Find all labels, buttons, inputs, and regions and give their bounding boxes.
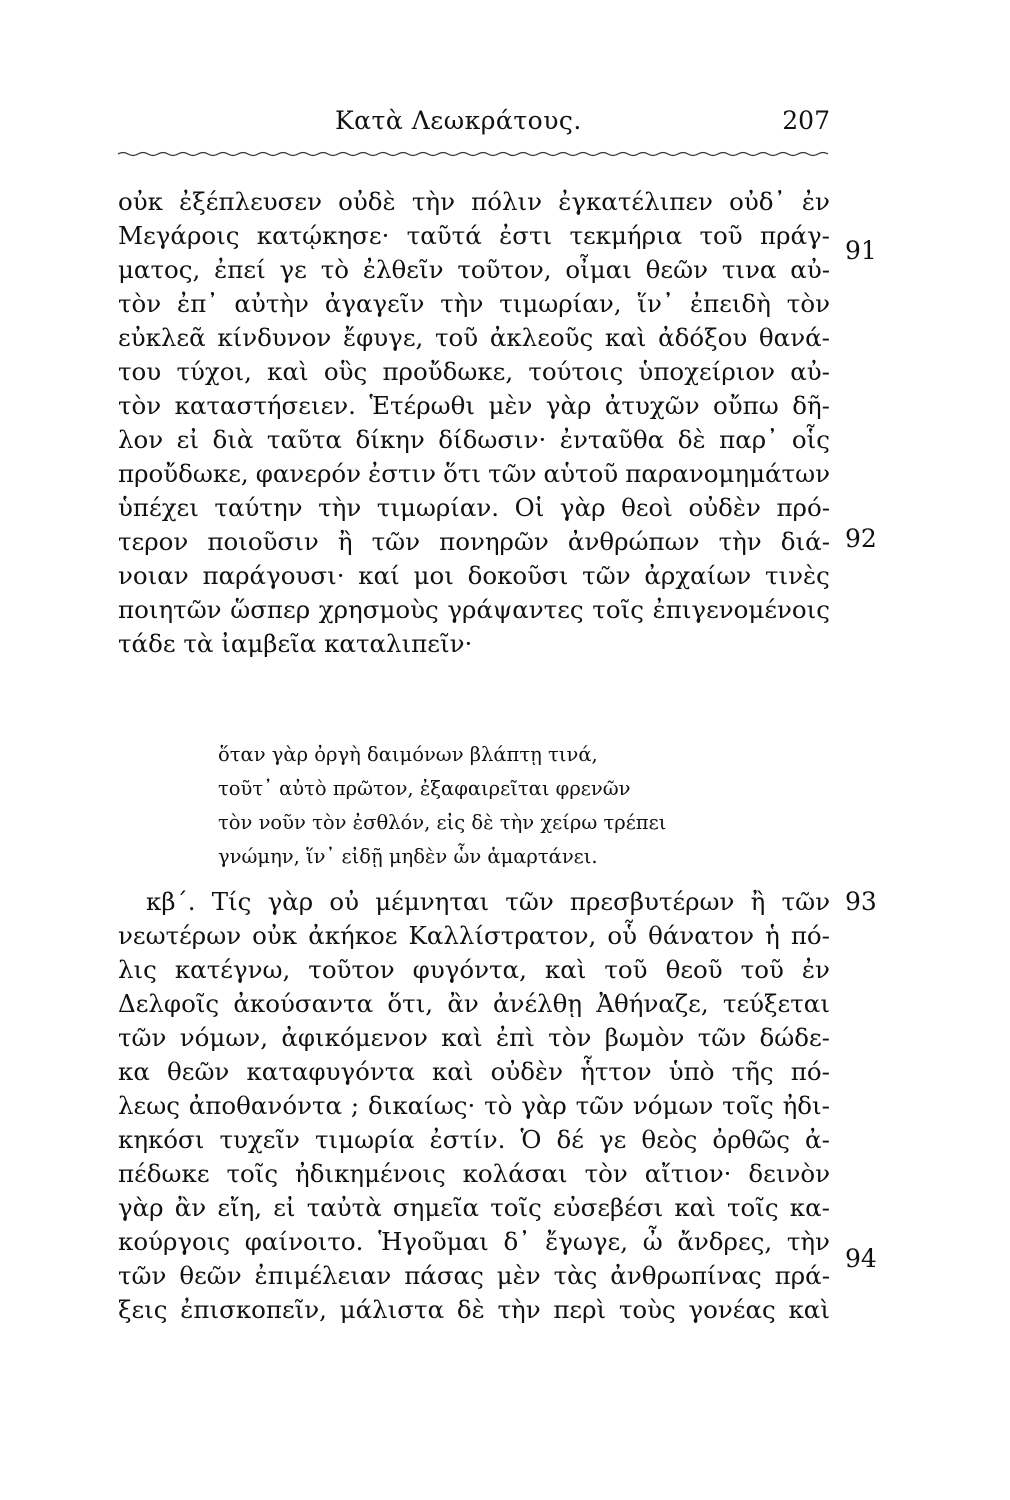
text-line: ὑπέχει ταύτην τὴν τιμωρίαν. Οἱ γὰρ θεοὶ οὐδὲν πρό- xyxy=(118,493,830,522)
verse-line: τὸν νοῦν τὸν ἐσθλόν, εἰς δὲ τὴν χείρω τρέπει xyxy=(218,811,667,834)
text-line: λον εἰ διὰ ταῦτα δίκην δίδωσιν· ἐνταῦθα δὲ παρ᾽ οἷς xyxy=(118,425,830,454)
text-line: τῶν θεῶν ἐπιμέλειαν πάσας μὲν τὰς ἀνθρωπίνας πρά- xyxy=(118,1261,830,1290)
text-line: ματος, ἐπεί γε τὸ ἐλθεῖν τοῦτον, οἶμαι θεῶν τινα αὐ- xyxy=(118,255,830,284)
text-line: Μεγάροις κατῴκησε· ταῦτά ἐστι τεκμήρια τοῦ πράγ- xyxy=(118,221,830,250)
text-line: κηκόσι τυχεῖν τιμωρία ἐστίν. Ὁ δέ γε θεὸς ὀρθῶς ἀ- xyxy=(118,1125,830,1154)
text-line: ξεις ἐπισκοπεῖν, μάλιστα δὲ τὴν περὶ τοὺς γονέας καὶ xyxy=(118,1295,830,1324)
margin-section-number: 92 xyxy=(845,524,877,553)
page-header xyxy=(115,106,830,146)
text-line: πέδωκε τοῖς ἠδικημένοις κολάσαι τὸν αἴτιον· δεινὸν xyxy=(118,1159,830,1188)
text-line: νοιαν παράγουσι· καί μοι δοκοῦσι τῶν ἀρχαίων τινὲς xyxy=(118,561,830,590)
text-line: λις κατέγνω, τοῦτον φυγόντα, καὶ τοῦ θεοῦ τοῦ ἐν xyxy=(118,955,830,984)
text-line: νεωτέρων οὐκ ἀκήκοε Καλλίστρατον, οὗ θάνατον ἡ πό- xyxy=(118,921,830,950)
text-line: τὸν καταστήσειεν. Ἑτέρωθι μὲν γὰρ ἀτυχῶν οὔπω δῆ- xyxy=(118,391,830,420)
paragraph-2 xyxy=(118,885,830,1327)
margin-section-number: 93 xyxy=(845,887,877,916)
running-title: Κατὰ Λεωκράτους. xyxy=(335,106,582,135)
text-line: κούργοις φαίνοιτο. Ἡγοῦμαι δ᾽ ἔγωγε, ὦ ἄνδρες, τὴν xyxy=(118,1227,830,1256)
text-line: τῶν νόμων, ἀφικόμενον καὶ ἐπὶ τὸν βωμὸν τῶν δώδε- xyxy=(118,1023,830,1052)
text-line: τάδε τὰ ἰαμβεῖα καταλιπεῖν· xyxy=(118,629,473,658)
verse-line: γνώμην, ἵν᾽ εἰδῇ μηδὲν ὧν ἁμαρτάνει. xyxy=(218,845,598,868)
page-number: 207 xyxy=(782,106,830,135)
text-line: γὰρ ἂν εἴη, εἰ ταὐτὰ σημεῖα τοῖς εὐσεβέσι καὶ τοῖς κα- xyxy=(118,1193,830,1222)
text-line: κα θεῶν καταφυγόντα καὶ οὐδὲν ἧττον ὑπὸ τῆς πό- xyxy=(118,1057,830,1086)
verse-line: τοῦτ᾽ αὐτὸ πρῶτον, ἐξαφαιρεῖται φρενῶν xyxy=(218,777,631,800)
text-line: του τύχοι, καὶ οὓς προὔδωκε, τούτοις ὑποχείριον αὐ- xyxy=(118,357,830,386)
text-line: ποιητῶν ὥσπερ χρησμοὺς γράψαντες τοῖς ἐπιγενομένοις xyxy=(118,595,830,624)
verse-quotation xyxy=(218,738,666,874)
verse-line: ὅταν γὰρ ὀργὴ δαιμόνων βλάπτῃ τινά, xyxy=(218,743,598,766)
text-line: εὐκλεᾶ κίνδυνον ἔφυγε, τοῦ ἀκλεοῦς καὶ ἀδόξου θανά- xyxy=(118,323,830,352)
header-rule xyxy=(118,150,828,158)
margin-section-number: 94 xyxy=(845,1244,877,1273)
text-line: Δελφοῖς ἀκούσαντα ὅτι, ἂν ἀνέλθῃ Ἀθήναζε, τεύξεται xyxy=(118,989,830,1018)
text-line: λεως ἀποθανόντα ; δικαίως· τὸ γὰρ τῶν νόμων τοῖς ἠδι- xyxy=(118,1091,830,1120)
text-line: τὸν ἐπ᾽ αὐτὴν ἀγαγεῖν τὴν τιμωρίαν, ἵν᾽ ἐπειδὴ τὸν xyxy=(118,289,830,318)
text-line: οὐκ ἐξέπλευσεν οὐδὲ τὴν πόλιν ἐγκατέλιπεν οὐδ᾽ ἐν xyxy=(118,187,830,216)
margin-section-number: 91 xyxy=(845,236,877,265)
paragraph-1 xyxy=(118,185,830,661)
text-line: κβ΄. Τίς γὰρ οὐ μέμνηται τῶν πρεσβυτέρων ἢ τῶν xyxy=(146,887,830,916)
text-line: προὔδωκε, φανερόν ἐστιν ὅτι τῶν αὑτοῦ παρανομημάτων xyxy=(118,459,830,488)
text-line: τερον ποιοῦσιν ἢ τῶν πονηρῶν ἀνθρώπων τὴν διά- xyxy=(118,527,830,556)
